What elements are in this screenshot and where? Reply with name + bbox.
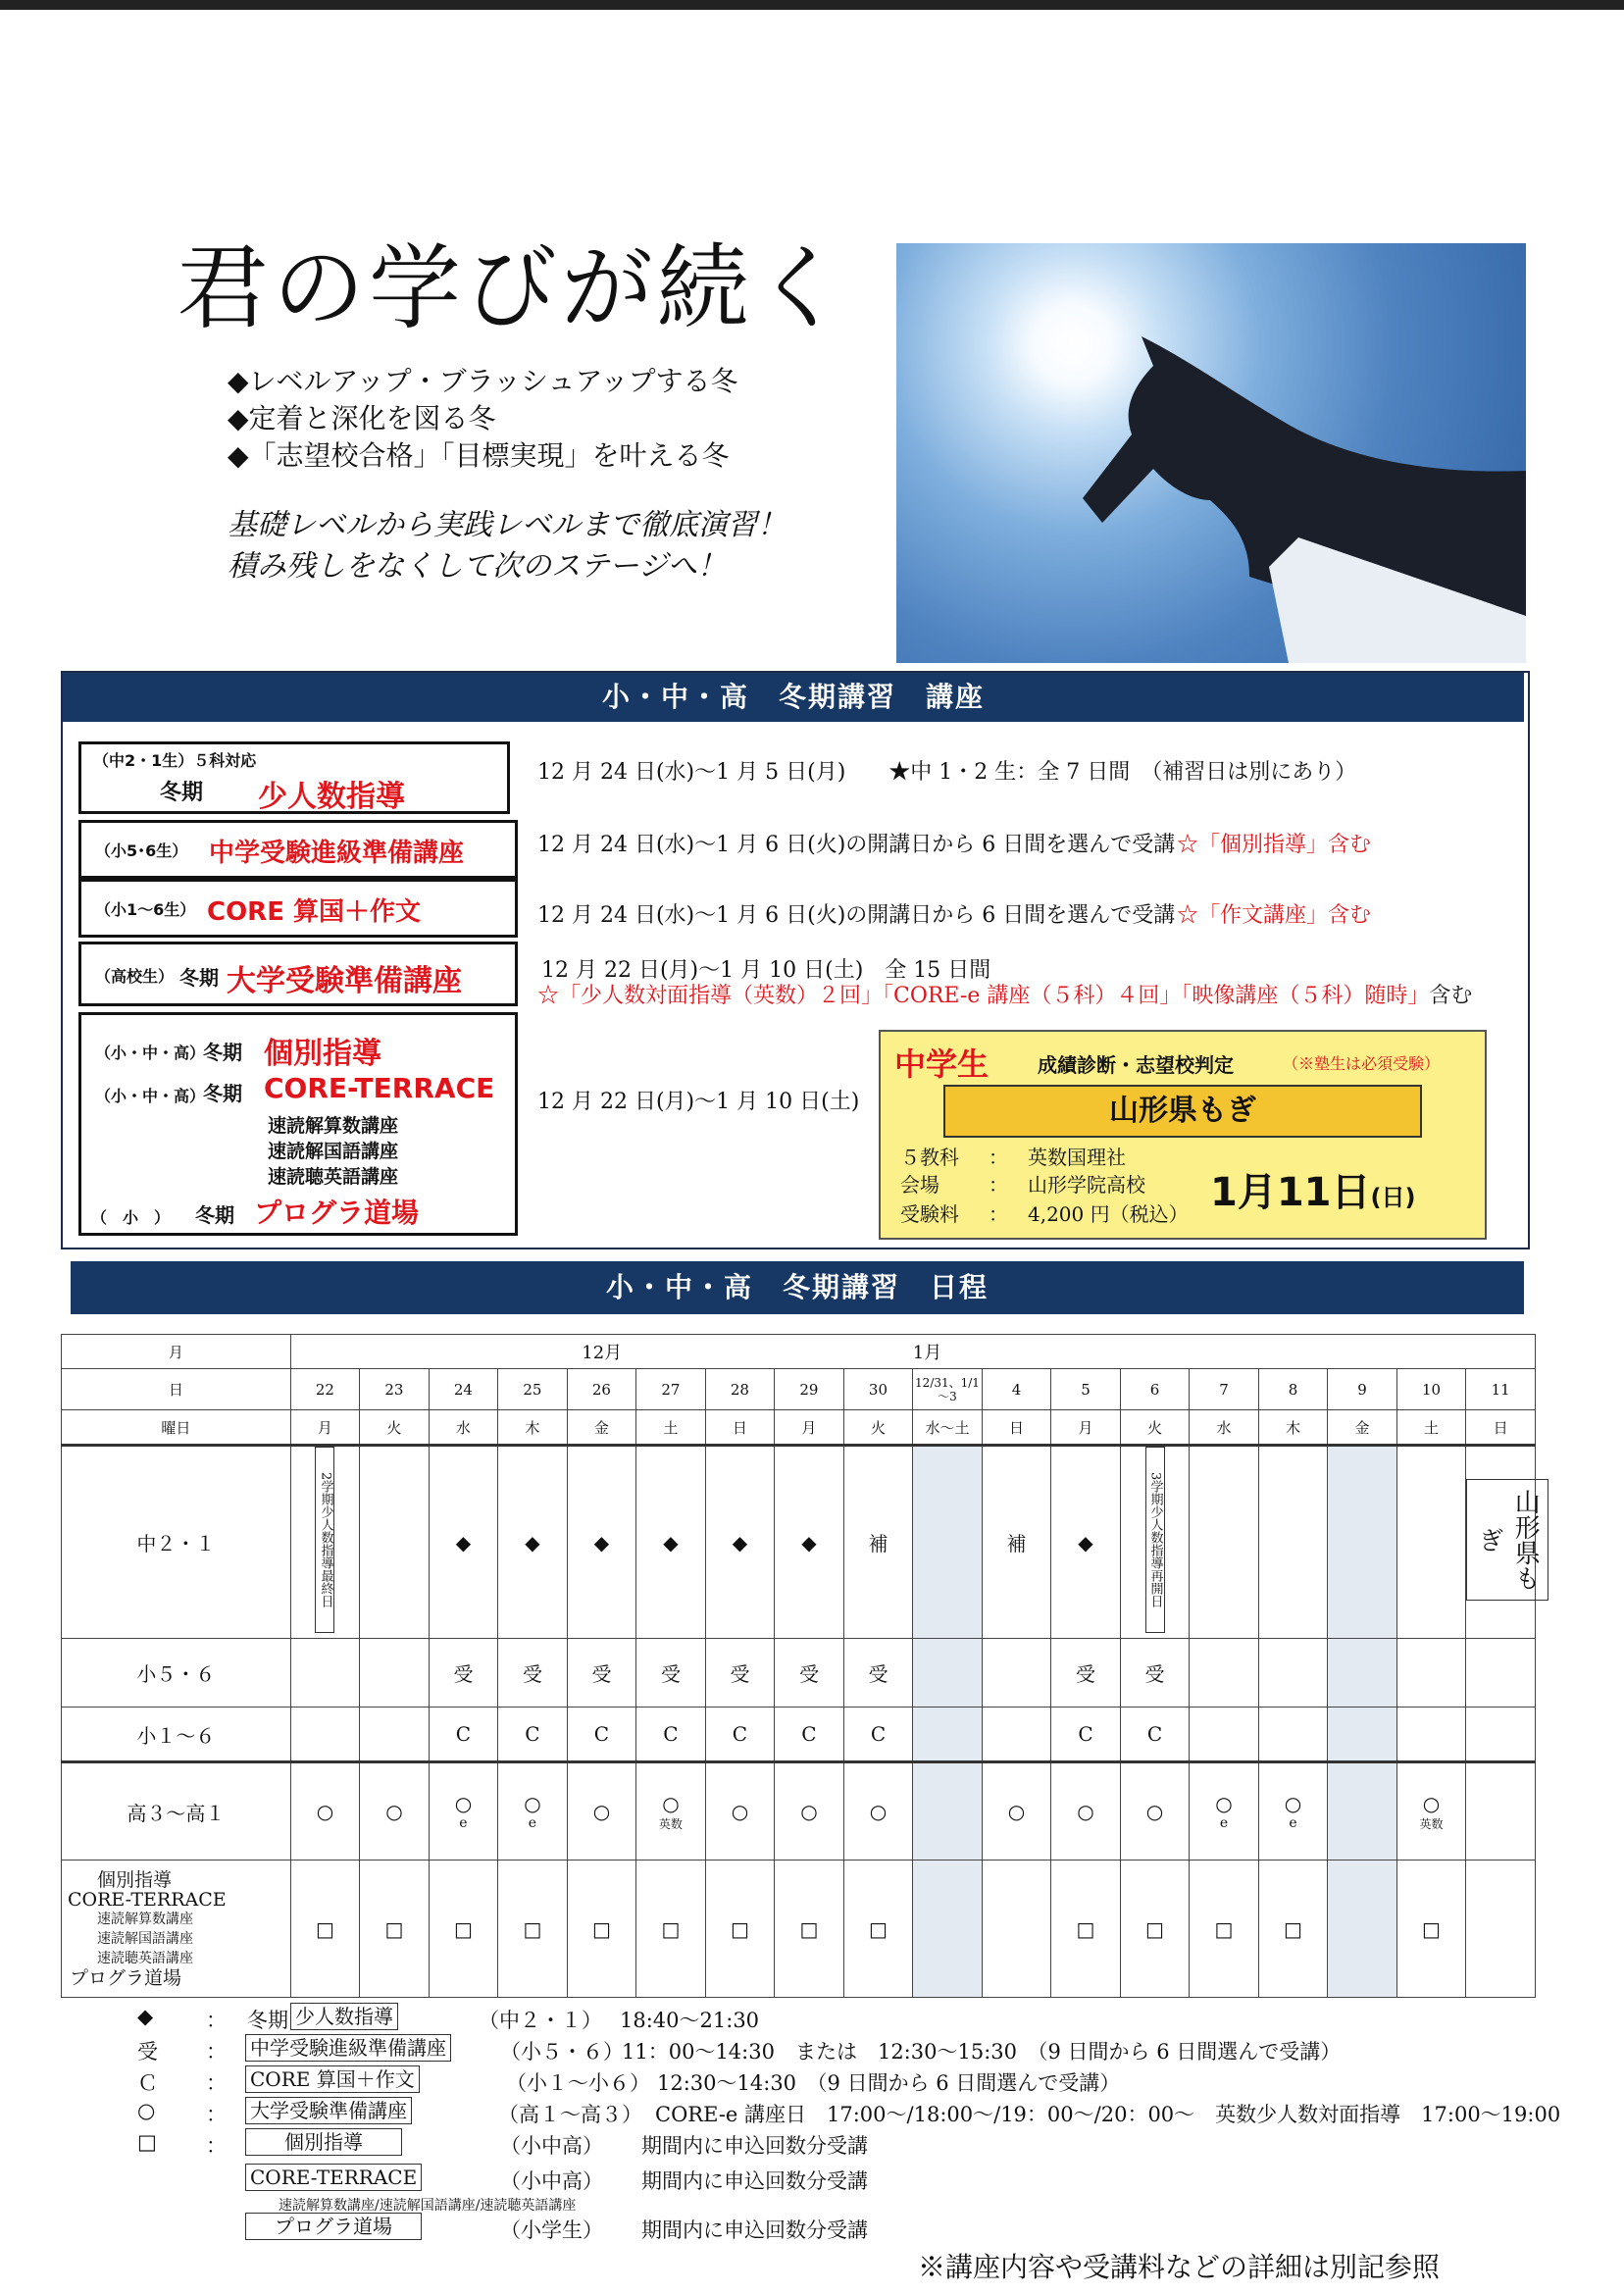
hero-bullet: ◆「志望校合格」「目標実現」を叶える冬 [228,439,730,472]
schedule-vertical-note: 山形県もぎ [1466,1479,1548,1601]
schedule-vertical-note: 3学期少人数指導再開日 [1145,1447,1165,1633]
schedule-month-row: 月 12月 1月 [62,1335,1536,1369]
schedule-vertical-note: 2学期少人数指導最終日 [315,1447,334,1633]
legend-course-name: 中学受験進級準備講座 [245,2034,451,2062]
hero-title: 君の学びが続く [177,235,850,342]
legend-symbol: □ [137,2130,157,2154]
hero-bullet: ◆レベルアップ・ブラッシュアップする冬 [228,365,738,397]
legend-symbol: Ｃ [137,2071,158,2095]
course-label-core: （小1～6生） CORE 算国＋作文 [78,879,518,938]
footnote: ※講座内容や受講料などの詳細は別記参照 [918,2251,1441,2283]
schedule-day-row: 日 22 23 24 25 26 27 28 29 30 12/31、1/1～3 4 5 6 7 8 9 10 11 [62,1369,1536,1410]
schedule-row: 中２・１ 2学期少人数指導最終日 ◆ ◆ ◆ ◆ ◆ ◆ 補 補 ◆ 3学期少人数指導再開日 山形県もぎ [62,1446,1536,1639]
hero-photo [896,243,1526,663]
exam-grade: 中学生 [894,1045,990,1083]
course-note-line [537,979,1472,1009]
course-note: ☆「少人数対面指導（英数）２回」「CORE-e 講座（５科）４回」「映像講座（５科）随時」 [537,984,1430,1008]
exam-subnote: （※塾生は必須受験） [1283,1054,1441,1073]
exam-subtitle: 成績診断・志望校判定 [1038,1053,1234,1077]
schedule-table [61,1334,1541,1998]
legend-subcourses: 速読解算数講座/速読解国語講座/速読聴英語講座 [279,2198,577,2214]
legend-course-name: CORE-TERRACE [245,2164,422,2191]
hero-bullet: ◆定着と深化を図る冬 [228,402,496,434]
legend-course-name: 少人数指導 [290,2003,398,2030]
course-detail: 12 月 22 日(月)～1 月 10 日(土) 全 15 日間 [541,958,991,983]
top-border [0,0,1624,10]
course-label-small-group: （中2・1生）５科対応 冬期 少人数指導 [78,741,510,814]
legend-course-name: CORE 算国＋作文 [245,2065,420,2093]
schedule-weekday-row: 曜日 月 火 水 木 金 土 日 月 火 水～土 日 月 火 水 木 金 土 日 [62,1410,1536,1446]
schedule-row: 高３～高１ ○ ○ ○ e ○ e ○ ○ 英数 ○ ○ ○ ○ ○ ○ ○ e ○ e ○ 英数 [62,1762,1536,1861]
course-label-daigaku: （高校生） 冬期 大学受験準備講座 [78,942,518,1006]
hero-tagline [228,505,787,587]
tagline-line: 基礎レベルから実践レベルまで徹底演習！ [228,508,787,542]
course-note: ☆「個別指導」含む [1177,833,1372,857]
course-detail: 12 月 24 日(水)～1 月 6 日(火)の開講日から 6 日間を選んで受講 [537,903,1176,928]
legend-symbol: 受 [137,2040,158,2064]
exam-date: 1月11日(日) [1210,1170,1416,1215]
schedule-header: 小・中・高 冬期講習 日程 [71,1261,1524,1314]
courses-header: 小・中・高 冬期講習 講座 [63,673,1524,722]
legend-course-name: プログラ道場 [245,2213,422,2240]
course-detail: 12 月 24 日(水)～1 月 6 日(火)の開講日から 6 日間を選んで受講 [537,833,1176,857]
tagline-line: 積み残しをなくして次のステージへ！ [228,549,727,584]
legend-course-name: 大学受験準備講座 [245,2097,412,2124]
exam-name: 山形県もぎ [943,1085,1422,1138]
schedule-row: 小１～６ C C C C C C C C C [62,1708,1536,1762]
course-detail: 12 月 22 日(月)～1 月 10 日(土) [537,1090,860,1114]
course-note: ☆「作文講座」含む [1177,903,1372,928]
legend-symbol: ○ [137,2099,156,2122]
schedule-row: 小５・６ 受 受 受 受 受 受 受 受 受 [62,1639,1536,1708]
course-label-juken: （小5･6生） 中学受験進級準備講座 [78,820,518,879]
course-detail: 12 月 24 日(水)～1 月 5 日(月) ★中 1・2 生：全 7 日間 （補習日は別にあり） [537,760,1357,785]
course-label-group: （小・中・高） 冬期 個別指導 （小・中・高） 冬期 CORE-TERRACE 速読解算数講座 速読解国語講座 速読聴英語講座 （ 小 ） 冬期 プログラ道場 [78,1012,518,1236]
legend-course-name: 個別指導 [245,2128,402,2156]
course-note-suffix: 含む [1429,984,1473,1008]
hero-bullets [228,363,738,475]
exam-panel: 中学生 成績診断・志望校判定 （※塾生は必須受験） 山形県もぎ ５教科 ： 英数国理社 会場 ： 山形学院高校 受験料 ： 4,200 円（税込） 1月11日(日) [879,1030,1487,1240]
legend-symbol: ◆ [137,2005,154,2028]
schedule-row: 個別指導 CORE-TERRACE 速読解算数講座 速読解国語講座 速読聴英語講座 プログラ道場 □ □ □ □ □ □ □ □ □ □ □ □ □ □ [62,1861,1536,1998]
